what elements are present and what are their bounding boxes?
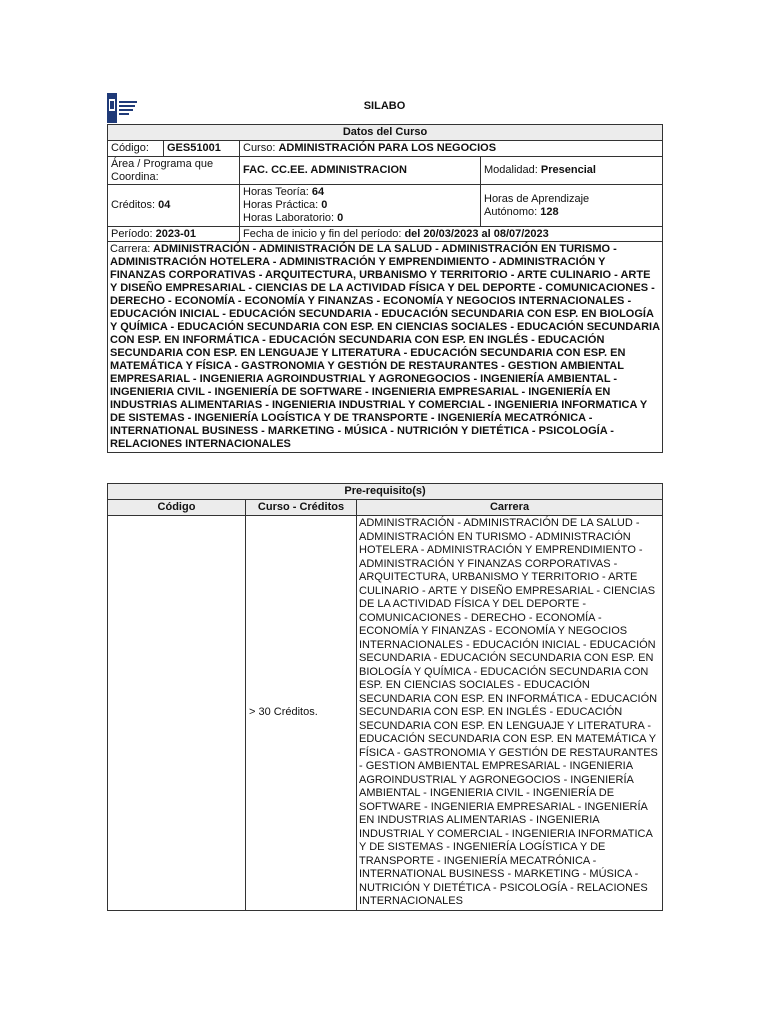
course-data-table <box>107 124 663 453</box>
table-row <box>108 516 663 911</box>
curso-value: ADMINISTRACIÓN PARA LOS NEGOCIOS <box>278 142 497 154</box>
codigo-value: GES51001 <box>164 141 240 157</box>
modalidad-value: Presencial <box>540 164 596 176</box>
horas-practica-value: 0 <box>321 199 328 211</box>
carrera-cell <box>108 242 663 453</box>
col-codigo-header: Código <box>108 500 246 516</box>
prerequisites-header: Pre-requisito(s) <box>108 484 663 500</box>
creditos-value: 04 <box>158 199 171 211</box>
carrera-label: Carrera: <box>110 243 151 255</box>
fecha-value: del 20/03/2023 al 08/07/2023 <box>404 227 549 240</box>
prerequisites-table <box>107 483 663 911</box>
modalidad-label: Modalidad: <box>484 164 538 176</box>
horas-lab-value: 0 <box>337 212 344 224</box>
periodo-label: Período: <box>111 227 153 240</box>
modalidad-cell <box>481 157 663 185</box>
course-data-header: Datos del Curso <box>108 125 663 141</box>
autonomo-label: Autónomo: <box>484 205 538 218</box>
curso-label: Curso: <box>243 142 276 154</box>
horas-teoria-label: Horas Teoría: <box>243 186 309 198</box>
autonomo-cell <box>481 185 663 227</box>
prereq-carrera: ADMINISTRACIÓN - ADMINISTRACIÓN DE LA SALUD - ADMINISTRACIÓN EN TURISMO - ADMINISTRACIÓN HOTELERA - ADMINISTRACIÓN Y EMPRENDIMIENTO - ADMINISTRACIÓN Y FINANZAS CORPORATIVAS - ARQUITECTURA, URBANISMO Y TERRITORIO - ARTE CULINARIO - ARTE Y DISEÑO EMPRESARIAL - CIENCIAS DE LA ACTIVIDAD FÍSICA Y DEL DEPORTE - COMUNICACIONES - DERECHO - ECONOMÍA - ECONOMÍA Y FINANZAS - ECONOMÍA Y NEGOCIOS INTERNACIONALES - EDUCACIÓN INICIAL - EDUCACIÓN SECUNDARIA - EDUCACIÓN SECUNDARIA CON ESP. EN BIOLOGÍA Y QUÍMICA - EDUCACIÓN SECUNDARIA CON ESP. EN CIENCIAS SOCIALES - EDUCACIÓN SECUNDARIA CON ESP. EN INFORMÁTICA - EDUCACIÓN SECUNDARIA CON ESP. EN INGLÉS - EDUCACIÓN SECUNDARIA CON ESP. EN LENGUAJE Y LITERATURA - EDUCACIÓN SECUNDARIA CON ESP. EN MATEMÁTICA Y FÍSICA - GASTRONOMIA Y GESTIÓN DE RESTAURANTES - GESTION AMBIENTAL EMPRESARIAL - INGENIERIA AGROINDUSTRIAL Y AGRONEGOCIOS - INGENIERÍA AMBIENTAL - INGENIERIA CIVIL - INGENIERÍA DE SOFTWARE - INGENIERIA EMPRESARIAL - INGENIERÍA EN INDUSTRIAS ALIMENTARIAS - INGENIERIA INDUSTRIAL Y COMERCIAL - INGENIERIA INFORMATICA Y DE SISTEMAS - INGENIERÍA LOGÍSTICA Y DE TRANSPORTE - INGENIERÍA MECATRÓNICA - INTERNATIONAL BUSINESS - MARKETING - MÚSICA - NUTRICIÓN Y DIETÉTICA - PSICOLOGÍA - RELACIONES INTERNACIONALES <box>357 516 663 911</box>
creditos-label: Créditos: <box>111 199 156 211</box>
horas-teoria-value: 64 <box>311 186 325 198</box>
area-value: FAC. CC.EE. ADMINISTRACION <box>240 157 481 185</box>
fecha-label: Fecha de inicio y fin del período: <box>243 227 402 240</box>
curso-cell <box>240 141 663 157</box>
horas-aprendizaje-label: Horas de Aprendizaje <box>484 192 590 205</box>
fecha-cell <box>240 227 663 242</box>
col-curso-header: Curso - Créditos <box>246 500 357 516</box>
creditos-cell <box>108 185 240 227</box>
codigo-label: Código: <box>108 141 164 157</box>
document-title: SILABO <box>363 100 406 112</box>
periodo-cell <box>108 227 240 242</box>
col-carrera-header: Carrera <box>357 500 663 516</box>
carrera-value: ADMINISTRACIÓN - ADMINISTRACIÓN DE LA SALUD - ADMINISTRACIÓN EN TURISMO - ADMINISTRACIÓN HOTELERA - ADMINISTRACIÓN Y EMPRENDIMIENTO - ADMINISTRACIÓN Y FINANZAS CORPORATIVAS - ARQUITECTURA, URBANISMO Y TERRITORIO - ARTE CULINARIO - ARTE Y DISEÑO EMPRESARIAL - CIENCIAS DE LA ACTIVIDAD FÍSICA Y DEL DEPORTE - COMUNICACIONES - DERECHO - ECONOMÍA - ECONOMÍA Y FINANZAS - ECONOMÍA Y NEGOCIOS INTERNACIONALES - EDUCACIÓN INICIAL - EDUCACIÓN SECUNDARIA - EDUCACIÓN SECUNDARIA CON ESP. EN BIOLOGÍA Y QUÍMICA - EDUCACIÓN SECUNDARIA CON ESP. EN CIENCIAS SOCIALES - EDUCACIÓN SECUNDARIA CON ESP. EN INFORMÁTICA - EDUCACIÓN SECUNDARIA CON ESP. EN INGLÉS - EDUCACIÓN SECUNDARIA CON ESP. EN LENGUAJE Y LITERATURA - EDUCACIÓN SECUNDARIA CON ESP. EN MATEMÁTICA Y FÍSICA - GASTRONOMIA Y GESTIÓN DE RESTAURANTES - GESTION AMBIENTAL EMPRESARIAL - INGENIERIA AGROINDUSTRIAL Y AGRONEGOCIOS - INGENIERÍA AMBIENTAL - INGENIERIA CIVIL - INGENIERÍA DE SOFTWARE - INGENIERIA EMPRESARIAL - INGENIERÍA EN INDUSTRIAS ALIMENTARIAS - INGENIERIA INDUSTRIAL Y COMERCIAL - INGENIERIA INFORMATICA Y DE SISTEMAS - INGENIERÍA LOGÍSTICA Y DE TRANSPORTE - INGENIERÍA MECATRÓNICA - INTERNATIONAL BUSINESS - MARKETING - MÚSICA - NUTRICIÓN Y DIETÉTICA - PSICOLOGÍA - RELACIONES INTERNACIONALES <box>110 243 660 450</box>
prereq-codigo <box>108 516 246 911</box>
prereq-curso: > 30 Créditos. <box>246 516 357 911</box>
area-label: Área / Programa que Coordina: <box>108 157 240 185</box>
periodo-value: 2023-01 <box>155 227 197 240</box>
horas-lab-label: Horas Laboratorio: <box>243 212 335 224</box>
horas-cell <box>240 185 481 227</box>
autonomo-value: 128 <box>540 205 559 218</box>
horas-practica-label: Horas Práctica: <box>243 199 319 211</box>
